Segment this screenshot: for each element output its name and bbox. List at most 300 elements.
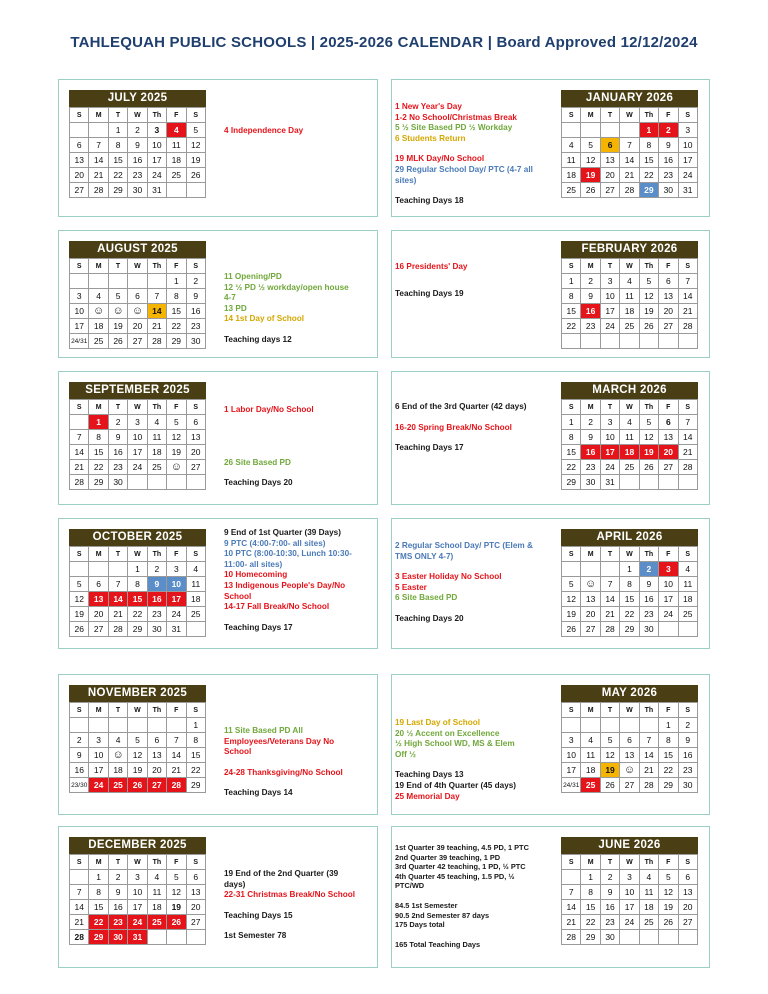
day-cell: 25 xyxy=(620,460,639,475)
day-cell: 28 xyxy=(678,460,697,475)
day-cell: 3 xyxy=(678,123,697,138)
day-cell: 5 xyxy=(600,733,619,748)
weekday-label: S xyxy=(678,259,697,274)
calendar-july xyxy=(69,90,206,198)
empty-cell xyxy=(581,562,600,577)
weekday-label: T xyxy=(108,108,127,123)
empty-cell xyxy=(70,562,89,577)
weekday-label: Th xyxy=(639,547,658,562)
day-cell: 15 xyxy=(562,304,581,319)
day-cell: 2 xyxy=(147,562,166,577)
day-cell: 18 xyxy=(108,763,127,778)
day-cell: 28 xyxy=(639,778,658,793)
day-cell: 16 xyxy=(108,445,127,460)
day-cell: 29 xyxy=(128,622,147,637)
day-cell: 27 xyxy=(678,915,697,930)
day-cell: 3 xyxy=(128,415,147,430)
day-cell: 8 xyxy=(108,138,127,153)
day-cell: 1 xyxy=(639,123,658,138)
day-cell: 7 xyxy=(639,733,658,748)
spacer xyxy=(224,432,374,448)
weekday-label: W xyxy=(620,400,639,415)
note-line: PTC/WD xyxy=(395,881,425,891)
day-cell: 19 xyxy=(167,445,186,460)
day-cell: 14 xyxy=(562,900,581,915)
day-cell: 24 xyxy=(147,168,166,183)
week-row xyxy=(562,123,698,138)
day-cell: 29 xyxy=(186,778,205,793)
day-cell: 17 xyxy=(562,763,581,778)
day-cell: 8 xyxy=(562,289,581,304)
weekday-label: W xyxy=(620,547,639,562)
week-row xyxy=(562,445,698,460)
day-cell: 20 xyxy=(70,168,89,183)
day-cell: 2 xyxy=(108,870,127,885)
note-line: ½ High School WD, MS & Elem xyxy=(395,739,515,749)
day-cell: 27 xyxy=(147,778,166,793)
day-cell: 31 xyxy=(128,930,147,945)
note-line: 1-2 No School/Christmas Break xyxy=(395,112,517,122)
note-line: 9 End of 1st Quarter (39 Days) xyxy=(224,528,341,537)
week-row xyxy=(562,622,698,637)
day-cell: 10 xyxy=(89,748,108,763)
notes-december xyxy=(224,869,374,942)
week-row xyxy=(70,460,206,475)
spacer xyxy=(395,604,555,614)
day-cell: 28 xyxy=(108,622,127,637)
day-cell: 3 xyxy=(70,289,89,304)
note-line: Teaching Days 15 xyxy=(224,910,293,920)
weekday-label: M xyxy=(89,547,108,562)
weekday-label: S xyxy=(70,400,89,415)
day-cell: 20 xyxy=(581,607,600,622)
day-cell: 11 xyxy=(639,885,658,900)
day-cell: 2 xyxy=(639,562,658,577)
day-cell: 27 xyxy=(89,622,108,637)
day-cell: 21 xyxy=(562,915,581,930)
day-cell: 7 xyxy=(147,289,166,304)
day-cell: 10 xyxy=(620,885,639,900)
weekday-label: S xyxy=(678,400,697,415)
day-cell: 11 xyxy=(562,153,581,168)
day-cell: 1 xyxy=(186,718,205,733)
day-cell: 22 xyxy=(639,168,658,183)
day-cell: 9 xyxy=(186,289,205,304)
day-cell: 5 xyxy=(639,274,658,289)
day-cell: 21 xyxy=(108,607,127,622)
note-line: 84.5 1st Semester xyxy=(395,900,458,910)
day-cell: 25 xyxy=(167,168,186,183)
day-cell: 22 xyxy=(108,168,127,183)
note-line: 2 Regular School Day/ PTC (Elem & xyxy=(395,541,533,550)
day-cell: 12 xyxy=(128,748,147,763)
day-cell: 6 xyxy=(147,733,166,748)
weekday-label: T xyxy=(600,259,619,274)
empty-cell xyxy=(600,718,619,733)
day-cell: 8 xyxy=(186,733,205,748)
week-row xyxy=(70,475,206,490)
smiley-icon: ☺ xyxy=(128,304,147,319)
day-cell: 1 xyxy=(89,415,108,430)
note-line: 1 New Year's Day xyxy=(395,102,462,111)
week-row xyxy=(562,562,698,577)
day-cell: 29 xyxy=(639,183,658,198)
note-line: 20 ½ Accent on Excellence xyxy=(395,728,500,738)
month-grid xyxy=(561,258,698,349)
day-cell: 6 xyxy=(186,415,205,430)
day-cell: 14 xyxy=(89,153,108,168)
day-cell: 13 xyxy=(70,153,89,168)
weekday-label: M xyxy=(581,855,600,870)
calendar-august xyxy=(69,241,206,349)
day-cell: 13 xyxy=(678,885,697,900)
empty-cell xyxy=(620,123,639,138)
day-cell: 10 xyxy=(678,138,697,153)
day-cell: 29 xyxy=(89,930,108,945)
day-cell: 29 xyxy=(167,334,186,349)
spacer xyxy=(224,758,374,768)
empty-cell xyxy=(108,718,127,733)
day-cell: 18 xyxy=(186,592,205,607)
day-cell: 5 xyxy=(167,415,186,430)
day-cell: 7 xyxy=(600,577,619,592)
day-cell: 28 xyxy=(70,930,89,945)
day-cell: 20 xyxy=(678,900,697,915)
day-cell: 24 xyxy=(600,319,619,334)
note-line: 13 PD xyxy=(224,303,247,313)
day-cell: 21 xyxy=(147,319,166,334)
note-line: 19 End of the 2nd Quarter (39 xyxy=(224,869,339,878)
week-row xyxy=(70,577,206,592)
week-row xyxy=(562,763,698,778)
day-cell: 24 xyxy=(128,915,147,930)
weekday-label: M xyxy=(89,400,108,415)
day-cell: 22 xyxy=(581,915,600,930)
weekday-label: Th xyxy=(147,703,166,718)
week-row xyxy=(70,622,206,637)
day-cell: 3 xyxy=(659,562,678,577)
notes-october xyxy=(224,528,374,633)
day-cell: 19 xyxy=(600,763,619,778)
day-cell: 8 xyxy=(167,289,186,304)
day-cell: 23 xyxy=(639,607,658,622)
day-cell: 15 xyxy=(562,445,581,460)
day-cell: 31 xyxy=(167,622,186,637)
day-cell: 15 xyxy=(108,153,127,168)
day-cell: 15 xyxy=(167,304,186,319)
weekday-label: T xyxy=(600,855,619,870)
note-line: sites) xyxy=(395,175,417,185)
calendar-april xyxy=(561,529,698,637)
day-cell: 4 xyxy=(581,733,600,748)
spacer xyxy=(395,930,555,940)
note-line: 26 Site Based PD xyxy=(224,457,291,467)
week-row xyxy=(70,763,206,778)
day-cell: 17 xyxy=(70,319,89,334)
weekday-label: M xyxy=(581,259,600,274)
week-row xyxy=(70,123,206,138)
empty-cell xyxy=(639,718,658,733)
note-line: Off ½ xyxy=(395,749,416,759)
day-cell: 1 xyxy=(167,274,186,289)
weekday-label: S xyxy=(562,400,581,415)
day-cell: 19 xyxy=(70,607,89,622)
note-line: 11 Site Based PD All xyxy=(224,726,303,735)
day-cell: 1 xyxy=(581,870,600,885)
weekday-label: W xyxy=(128,855,147,870)
week-row xyxy=(562,900,698,915)
weekday-label: S xyxy=(562,547,581,562)
day-cell: 15 xyxy=(186,748,205,763)
weekday-label: S xyxy=(70,855,89,870)
day-cell: 30 xyxy=(600,930,619,945)
week-row xyxy=(70,885,206,900)
day-cell: 5 xyxy=(167,870,186,885)
week-row xyxy=(70,274,206,289)
day-cell: 9 xyxy=(639,577,658,592)
calendar-june xyxy=(561,837,698,945)
day-cell: 6 xyxy=(186,870,205,885)
day-cell: 9 xyxy=(128,138,147,153)
day-cell: 19 xyxy=(186,153,205,168)
day-cell: 30 xyxy=(639,622,658,637)
day-cell: 11 xyxy=(620,430,639,445)
week-row xyxy=(562,183,698,198)
day-cell: 5 xyxy=(108,289,127,304)
day-cell: 20 xyxy=(659,304,678,319)
day-cell: 2 xyxy=(581,274,600,289)
day-cell: 16 xyxy=(678,748,697,763)
day-cell: 8 xyxy=(89,430,108,445)
weekday-label: S xyxy=(562,855,581,870)
note-line: Teaching Days 19 xyxy=(395,288,464,298)
note-line: 2nd Quarter 39 teaching, 1 PD xyxy=(395,852,501,862)
day-cell: 22 xyxy=(89,915,108,930)
empty-cell xyxy=(620,475,639,490)
weekday-label: S xyxy=(562,703,581,718)
week-row xyxy=(562,592,698,607)
empty-cell xyxy=(70,870,89,885)
day-cell: 4 xyxy=(678,562,697,577)
spacer xyxy=(395,413,555,423)
note-line: 14-17 Fall Break/No School xyxy=(224,602,330,612)
day-cell: 19 xyxy=(581,168,600,183)
spacer xyxy=(224,468,374,478)
day-cell: 30 xyxy=(186,334,205,349)
day-cell: 21 xyxy=(639,763,658,778)
day-cell: 22 xyxy=(562,460,581,475)
day-cell: 16 xyxy=(186,304,205,319)
day-cell: 24 xyxy=(128,460,147,475)
day-cell: 19 xyxy=(639,445,658,460)
day-cell: 24/31 xyxy=(562,778,581,793)
empty-cell xyxy=(147,475,166,490)
day-cell: 4 xyxy=(620,274,639,289)
day-cell: 28 xyxy=(620,183,639,198)
day-cell: 23 xyxy=(659,168,678,183)
note-line: 19 Last Day of School xyxy=(395,718,481,727)
day-cell: 24 xyxy=(167,607,186,622)
month-header: APRIL 2026 xyxy=(561,529,698,546)
calendar-october xyxy=(69,529,206,637)
empty-cell xyxy=(186,475,205,490)
note-line: 4 Independence Day xyxy=(224,126,304,135)
day-cell: 13 xyxy=(186,885,205,900)
week-row xyxy=(562,733,698,748)
note-line: Teaching days 12 xyxy=(224,334,292,344)
day-cell: 4 xyxy=(562,138,581,153)
day-cell: 1 xyxy=(562,274,581,289)
empty-cell xyxy=(639,334,658,349)
weekday-label: M xyxy=(581,547,600,562)
spacer xyxy=(395,562,555,572)
day-cell: 16 xyxy=(108,900,127,915)
day-cell: 20 xyxy=(89,607,108,622)
day-cell: 25 xyxy=(620,319,639,334)
note-line: 6 Students Return xyxy=(395,133,466,143)
day-cell: 7 xyxy=(108,577,127,592)
day-cell: 2 xyxy=(128,123,147,138)
empty-cell xyxy=(147,274,166,289)
calendar-march xyxy=(561,382,698,490)
week-row xyxy=(562,915,698,930)
spacer xyxy=(224,921,374,931)
month-grid xyxy=(69,702,206,793)
day-cell: 21 xyxy=(600,607,619,622)
day-cell: 28 xyxy=(70,475,89,490)
day-cell: 16 xyxy=(147,592,166,607)
day-cell: 6 xyxy=(678,870,697,885)
weekday-label: Th xyxy=(147,547,166,562)
month-header: NOVEMBER 2025 xyxy=(69,685,206,702)
day-cell: 22 xyxy=(89,460,108,475)
empty-cell xyxy=(678,930,697,945)
week-row xyxy=(562,153,698,168)
weekday-label: S xyxy=(186,855,205,870)
weekday-label: W xyxy=(128,400,147,415)
day-cell: 7 xyxy=(89,138,108,153)
day-cell: 23 xyxy=(581,319,600,334)
empty-cell xyxy=(639,475,658,490)
week-row xyxy=(70,748,206,763)
empty-cell xyxy=(186,622,205,637)
week-row xyxy=(70,733,206,748)
day-cell: 12 xyxy=(167,430,186,445)
note-line: Teaching Days 13 xyxy=(395,770,464,780)
day-cell: 15 xyxy=(639,153,658,168)
day-cell: 17 xyxy=(147,153,166,168)
week-row xyxy=(70,168,206,183)
day-cell: 25 xyxy=(89,334,108,349)
week-row xyxy=(70,430,206,445)
day-cell: 26 xyxy=(639,460,658,475)
day-cell: 27 xyxy=(600,183,619,198)
day-cell: 21 xyxy=(620,168,639,183)
month-grid xyxy=(69,399,206,490)
note-line: 16 Presidents' Day xyxy=(395,262,468,271)
week-row xyxy=(562,885,698,900)
week-row xyxy=(562,430,698,445)
day-cell: 11 xyxy=(147,885,166,900)
weekday-label: Th xyxy=(639,259,658,274)
week-row xyxy=(562,475,698,490)
month-header: JANUARY 2026 xyxy=(561,90,698,107)
day-cell: 8 xyxy=(620,577,639,592)
empty-cell xyxy=(89,562,108,577)
note-line: 3 Easter Holiday No School xyxy=(395,572,502,582)
note-line: 3rd Quarter 42 teaching, 1 PD, ½ PTC xyxy=(395,862,526,872)
weekday-label: M xyxy=(581,108,600,123)
day-cell: 27 xyxy=(659,319,678,334)
weekday-label: W xyxy=(128,703,147,718)
week-row xyxy=(70,304,206,319)
weekday-label: F xyxy=(167,855,186,870)
week-row xyxy=(70,778,206,793)
day-cell: 28 xyxy=(678,319,697,334)
notes-june xyxy=(395,843,555,949)
month-grid xyxy=(69,258,206,349)
day-cell: 11 xyxy=(167,138,186,153)
day-cell: 17 xyxy=(167,592,186,607)
day-cell: 17 xyxy=(128,900,147,915)
note-line: 10 Homecoming xyxy=(224,570,288,580)
empty-cell xyxy=(620,718,639,733)
day-cell: 9 xyxy=(581,289,600,304)
day-cell: 9 xyxy=(659,138,678,153)
day-cell: 23/30 xyxy=(70,778,89,793)
empty-cell xyxy=(70,123,89,138)
calendar-may xyxy=(561,685,698,793)
note-line: 9 PTC (4:00-7:00- all sites) xyxy=(224,538,326,548)
note-line: 1 Labor Day/No School xyxy=(224,405,314,414)
day-cell: 24 xyxy=(659,607,678,622)
day-cell: 18 xyxy=(147,445,166,460)
day-cell: 9 xyxy=(108,885,127,900)
day-cell: 1 xyxy=(620,562,639,577)
empty-cell xyxy=(128,274,147,289)
empty-cell xyxy=(186,930,205,945)
spacer xyxy=(224,613,374,623)
week-row xyxy=(562,304,698,319)
day-cell: 2 xyxy=(70,733,89,748)
empty-cell xyxy=(678,475,697,490)
weekday-label: F xyxy=(167,400,186,415)
week-row xyxy=(70,289,206,304)
note-line: Teaching Days 20 xyxy=(395,613,464,623)
week-row xyxy=(70,153,206,168)
day-cell: 10 xyxy=(128,885,147,900)
day-cell: 3 xyxy=(89,733,108,748)
day-cell: 6 xyxy=(70,138,89,153)
day-cell: 27 xyxy=(128,334,147,349)
empty-cell xyxy=(562,123,581,138)
week-row xyxy=(562,334,698,349)
empty-cell xyxy=(108,274,127,289)
week-row xyxy=(562,930,698,945)
weekday-label: W xyxy=(128,108,147,123)
week-row xyxy=(562,577,698,592)
spacer xyxy=(224,416,374,432)
weekday-label: S xyxy=(186,703,205,718)
note-line: 1st Semester 78 xyxy=(224,931,287,941)
note-line: TMS ONLY 4-7) xyxy=(395,551,454,561)
day-cell: 8 xyxy=(89,885,108,900)
day-cell: 7 xyxy=(70,885,89,900)
day-cell: 12 xyxy=(70,592,89,607)
week-row xyxy=(562,415,698,430)
week-row xyxy=(70,415,206,430)
weekday-label: T xyxy=(108,400,127,415)
